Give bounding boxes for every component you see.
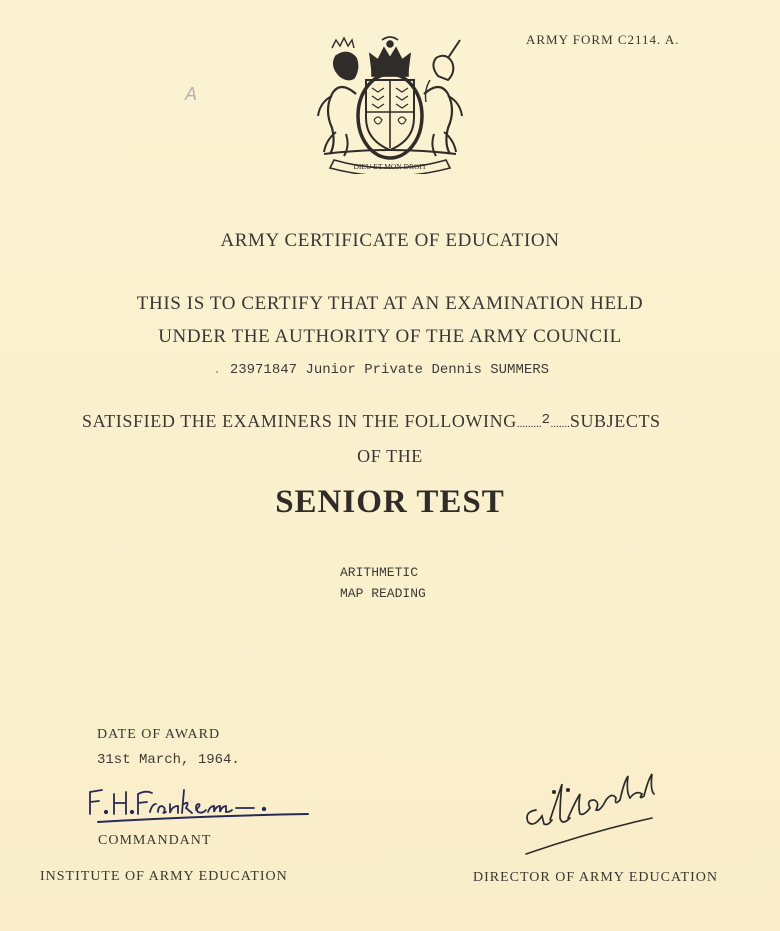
subject-item: ARITHMETIC [340, 565, 419, 580]
subject-item: MAP READING [340, 586, 426, 601]
date-of-award-value: 31st March, 1964. [97, 752, 240, 768]
satisfied-prefix: SATISFIED THE EXAMINERS IN THE FOLLOWING [82, 411, 517, 431]
satisfied-line: SATISFIED THE EXAMINERS IN THE FOLLOWING.........$^2$.......SUBJECTS [82, 411, 661, 431]
institute-label: INSTITUTE OF ARMY EDUCATION [40, 869, 288, 884]
candidate-name: 23971847 Junior Private Dennis SUMMERS [229, 362, 550, 378]
satisfied-suffix: SUBJECTS [569, 411, 661, 431]
test-name: SENIOR TEST [275, 484, 505, 520]
date-of-award-label: DATE OF AWARD [97, 727, 221, 742]
commandant-signature [86, 782, 316, 826]
of-the-label: OF THE [357, 446, 423, 466]
candidate-line: . 23971847 Junior Private Dennis SUMMERS [213, 362, 550, 378]
subject-count: 2 [541, 412, 551, 428]
form-number: ARMY FORM C2114. A. [526, 32, 680, 47]
commandant-label: COMMANDANT [98, 833, 212, 848]
director-label: DIRECTOR OF ARMY EDUCATION [473, 870, 718, 885]
certificate-title: ARMY CERTIFICATE OF EDUCATION [220, 230, 560, 251]
director-signature [520, 770, 670, 860]
certify-line-2: UNDER THE AUTHORITY OF THE ARMY COUNCIL [158, 326, 622, 347]
certify-line-1: THIS IS TO CERTIFY THAT AT AN EXAMINATION HELD [136, 293, 644, 314]
pencil-mark: A [185, 84, 198, 104]
royal-coat-of-arms-icon [310, 36, 470, 174]
crest-motto: DIEU ET MON DROIT [353, 162, 427, 171]
